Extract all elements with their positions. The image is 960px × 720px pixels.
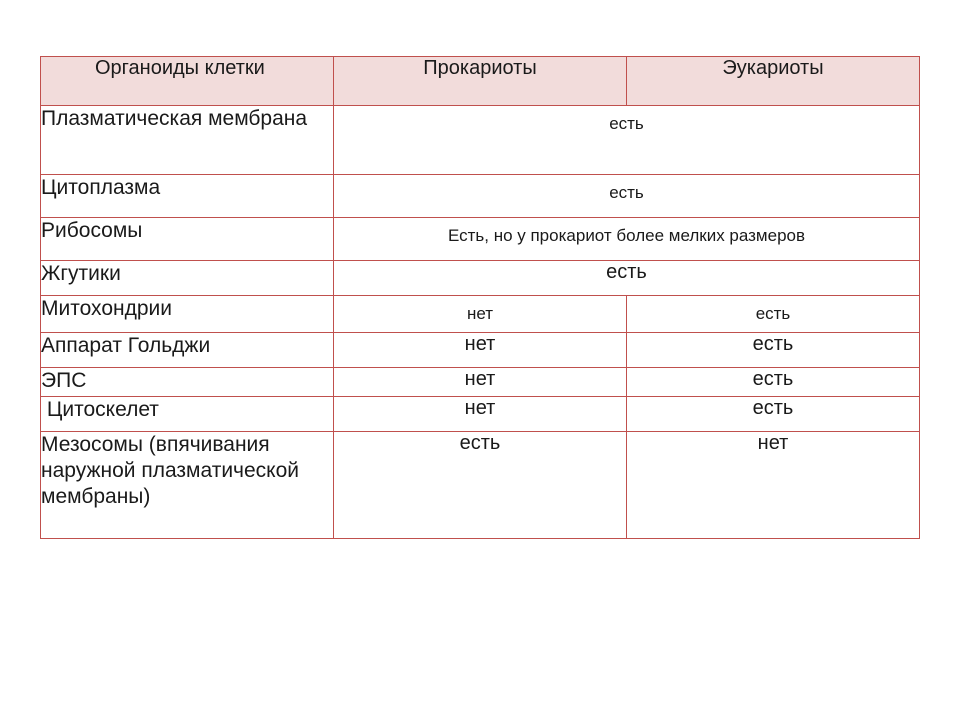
eukaryotes-value: есть [627, 368, 920, 397]
table-row [41, 296, 920, 333]
row-name: Мезосомы (впячивания наружной плазматической мембраны) [41, 432, 334, 539]
row-name: Рибосомы [41, 218, 334, 261]
organelles-table [40, 56, 920, 539]
header-eukaryotes: Эукариоты [627, 57, 920, 106]
header-organelles: Органоиды клетки [41, 57, 334, 106]
eukaryotes-value: есть [627, 296, 920, 333]
row-shared-value: есть [334, 175, 920, 218]
row-name: Митохондрии [41, 296, 334, 333]
table-header-row [41, 57, 920, 106]
eukaryotes-value: есть [627, 333, 920, 368]
row-shared-value: есть [334, 261, 920, 296]
eukaryotes-value: есть [627, 397, 920, 432]
row-shared-value: есть [334, 106, 920, 175]
table-row [41, 106, 920, 175]
table-row [41, 397, 920, 432]
row-shared-value: Есть, но у прокариот более мелких размеров [334, 218, 920, 261]
row-name: Цитоплазма [41, 175, 334, 218]
table-row [41, 261, 920, 296]
table-row [41, 218, 920, 261]
prokaryotes-value: нет [334, 296, 627, 333]
prokaryotes-value: есть [334, 432, 627, 539]
table-row [41, 333, 920, 368]
header-prokaryotes: Прокариоты [334, 57, 627, 106]
row-name: Цитоскелет [41, 397, 334, 432]
row-name: Аппарат Гольджи [41, 333, 334, 368]
row-name: Жгутики [41, 261, 334, 296]
table-row [41, 432, 920, 539]
eukaryotes-value: нет [627, 432, 920, 539]
prokaryotes-value: нет [334, 397, 627, 432]
row-name: Плазматическая мембрана [41, 106, 334, 175]
table-row [41, 175, 920, 218]
prokaryotes-value: нет [334, 333, 627, 368]
table-row [41, 368, 920, 397]
row-name: ЭПС [41, 368, 334, 397]
prokaryotes-value: нет [334, 368, 627, 397]
